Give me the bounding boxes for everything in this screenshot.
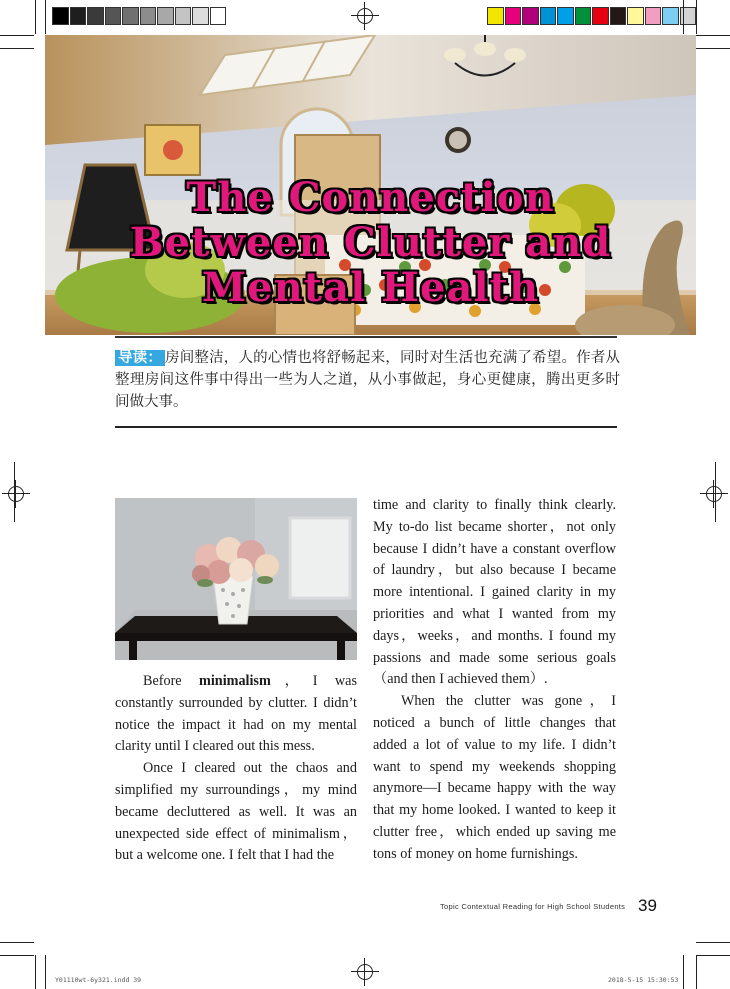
slug-timestamp: 2018-5-15 15:30:53 <box>608 976 679 984</box>
lead-label: 导读： <box>115 350 165 366</box>
color-swatch <box>487 7 504 25</box>
paragraph: time and clarity to finally think clearly. My to-do list became shorter，not only because I didn’t have a constant overflow of laundry，but also because I became more intentional. I gained clarity in my priorities and what I wanted from my days，weeks，and months. I found my passions and made some serious goals（and then I achieved them）. <box>373 497 616 688</box>
article-title <box>45 175 696 310</box>
color-swatch <box>122 7 139 25</box>
registration-mark-top <box>351 2 379 30</box>
registration-mark-left <box>2 480 30 508</box>
color-swatch <box>140 7 157 25</box>
process-color-bar <box>487 7 697 25</box>
text-run: ，I was constantly surrounded by clutter. I didn’t notice the impact it had on my mental clarity until I cleared out this mess. <box>115 673 357 755</box>
color-swatch <box>645 7 662 25</box>
title-line: The Connection <box>186 174 555 221</box>
bold-term: minimalism <box>199 673 271 689</box>
color-swatch <box>522 7 539 25</box>
body-column-1 <box>115 671 357 867</box>
color-swatch <box>175 7 192 25</box>
hero-image <box>45 35 696 335</box>
color-swatch <box>157 7 174 25</box>
text-run: Before <box>143 673 200 689</box>
lead-text: 房间整洁，人的心情也将舒畅起来，同时对生活也充满了希望。作者从整理房间这件事中得出一些为人之道，从小事做起，身心更健康，腾出更多时间做大事。 <box>115 350 620 410</box>
color-swatch <box>592 7 609 25</box>
color-swatch <box>52 7 69 25</box>
registration-mark-bottom <box>351 958 379 986</box>
color-swatch <box>105 7 122 25</box>
running-title: Topic Contextual Reading for High School Students <box>440 902 626 911</box>
color-swatch <box>540 7 557 25</box>
paragraph <box>115 671 357 758</box>
slug-filename: Y01110wt-6y321.indd 39 <box>55 976 142 984</box>
grayscale-color-bar <box>52 7 227 25</box>
vase-photo <box>115 498 357 660</box>
color-swatch <box>557 7 574 25</box>
body-column-2 <box>373 495 616 866</box>
color-swatch <box>575 7 592 25</box>
lead-paragraph <box>115 347 620 413</box>
color-swatch <box>610 7 627 25</box>
title-line: Between Clutter and <box>129 219 612 266</box>
color-swatch <box>505 7 522 25</box>
color-swatch <box>627 7 644 25</box>
color-swatch <box>662 7 679 25</box>
lead-rule-top <box>115 336 617 338</box>
registration-mark-right <box>700 480 728 508</box>
color-swatch <box>87 7 104 25</box>
page-number: 39 <box>638 896 657 915</box>
lead-rule-bottom <box>115 426 617 428</box>
title-line: Mental Health <box>201 264 540 311</box>
color-swatch <box>70 7 87 25</box>
color-swatch <box>192 7 209 25</box>
color-swatch <box>680 7 697 25</box>
paragraph: When the clutter was gone，I noticed a bunch of little changes that added a lot of value to my life. I didn’t want to spend my weekends shopping anymore—I became happy with the way that my home looked. I wanted to keep it clutter free，which ended up saving me tons of money on home furnishings. <box>373 693 616 862</box>
paragraph: Once I cleared out the chaos and simplified my surroundings，my mind became decluttered as well. It was an unexpected side effect of minimalism，but a welcome one. I felt that I had the <box>115 760 357 864</box>
color-swatch <box>210 7 227 25</box>
